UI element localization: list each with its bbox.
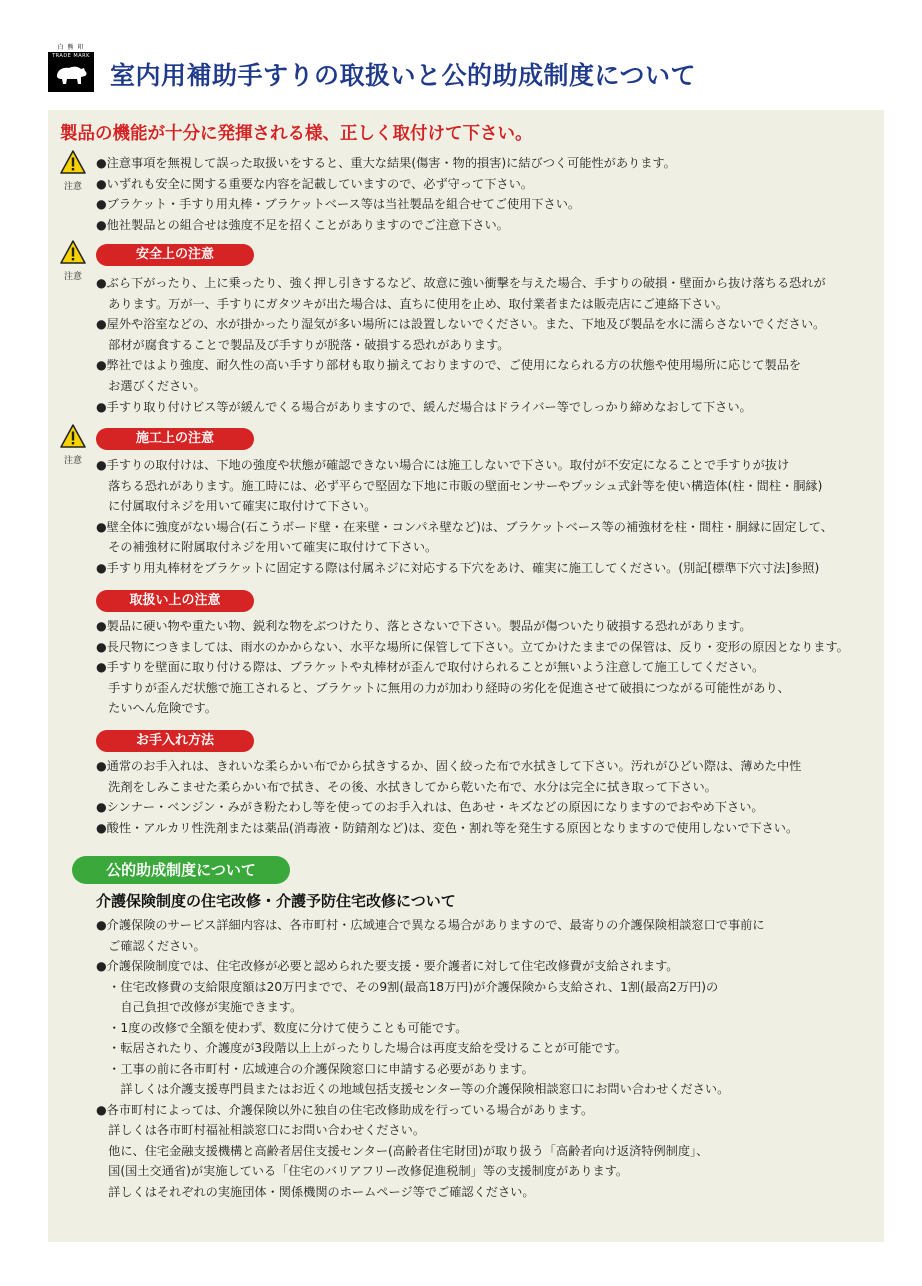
warning-triangle-icon	[60, 424, 86, 448]
caution-sign-construction	[58, 424, 88, 466]
section-heading-care: お手入れ方法	[96, 730, 254, 752]
subsidy-line: 他に、住宅金融支援機構と高齢者居住支援センター(高齢者住宅財団)が取り扱う「高齢者向け返済特例制度」、	[96, 1143, 709, 1158]
subsidy-line: 国(国土交通省)が実施している「住宅のバリアフリー改修促進税制」等の支援制度があります。	[96, 1164, 629, 1178]
polar-bear-icon	[54, 62, 88, 88]
intro-list	[96, 153, 676, 235]
subsidy-line: 詳しくは各市町村福祉相談窓口にお問い合わせください。	[96, 1123, 426, 1137]
page-title: 室内用補助手すりの取扱いと公的助成制度について	[110, 61, 697, 90]
safety-line: ●手すり取り付けビス等が緩んでくる場合がありますので、緩んだ場合はドライバー等でしっかり締めなおして下さい。	[96, 399, 752, 414]
intro-line: ●いずれも安全に関する重要な内容を記載していますので、必ず守って下さい。	[96, 176, 533, 191]
caution-sign-intro	[58, 150, 88, 192]
safety-line: ●弊社ではより強度、耐久性の高い手すり部材も取り揃えておりますので、ご使用になられる方の状態や使用場所に応じて製品を	[96, 358, 802, 373]
construction-line: ●壁全体に強度がない場合(石こうボード壁・在来壁・コンパネ壁など)は、ブラケットベース等の補強材を柱・間柱・胴縁に固定して、	[96, 519, 833, 534]
construction-list	[96, 455, 833, 579]
caution-label: 注意	[63, 182, 82, 192]
handling-line: ●手すりを壁面に取り付ける際は、ブラケットや丸棒材が歪んで取付けられることが無いよう注意して施工してください。	[96, 660, 765, 675]
subsidy-line: ・1度の改修で全額を使わず、数度に分けて使うことも可能です。	[96, 1020, 468, 1035]
safety-line: あります。万が一、手すりにガタツキが出た場合は、直ちに使用を止め、取付業者または販売店にご連絡下さい。	[96, 296, 728, 311]
warning-triangle-icon	[60, 240, 86, 264]
safety-list	[96, 273, 826, 417]
page-subtitle: 製品の機能が十分に発揮される様、正しく取付けて下さい。	[60, 124, 533, 144]
subsidy-line: 詳しくはそれぞれの実施団体・関係機関のホームページ等でご確認ください。	[96, 1184, 535, 1199]
caution-label: 注意	[63, 272, 82, 282]
safety-line: お選びください。	[96, 378, 206, 393]
care-list	[96, 756, 801, 838]
safety-line: ●ぶら下がったり、上に乗ったり、強く押し引きするなど、故意に強い衝撃を与えた場合、手すりの破損・壁面から抜け落ちる恐れが	[96, 276, 826, 290]
handling-list	[96, 616, 849, 719]
brand-logo	[48, 44, 94, 92]
care-line: 洗剤をしみこませた柔らかい布で拭き、その後、水拭きしてから乾いた布で、水分は完全に拭き取って下さい。	[96, 779, 717, 794]
subsidy-line: ・工事の前に各市町村・広域連合の介護保険窓口に申請する必要があります。	[96, 1061, 534, 1076]
care-line: ●通常のお手入れは、きれいな柔らかい布でから拭きするか、固く絞った布で水拭きして下さい。汚れがひどい際は、薄めた中性	[96, 759, 802, 773]
intro-line: ●注意事項を無視して誤った取扱いをすると、重大な結果(傷害・物的損害)に結びつく可能性があります。	[96, 156, 676, 170]
handling-line: ●長尺物につきましては、雨水のかからない、水平な場所に保管して下さい。立てかけたままでの保管は、反り・変形の原因となります。	[96, 639, 849, 654]
safety-line: ●屋外や浴室などの、水が掛かったり湿気が多い場所には設置しないでください。また、下地及び製品を水に濡らさないでください。	[96, 317, 826, 332]
section-heading-subsidy: 公的助成制度について	[72, 856, 290, 884]
logo-top-text: 白 熊 印	[57, 44, 85, 51]
subsidy-line: ●各市町村によっては、介護保険以外に独自の住宅改修助成を行っている場合があります。	[96, 1102, 594, 1117]
subsidy-line: ●介護保険のサービス詳細内容は、各市町村・広域連合で異なる場合がありますので、最寄りの介護保険相談窓口で事前に	[96, 918, 765, 932]
construction-line: に付属取付ネジを用いて確実に取付けて下さい。	[96, 499, 377, 514]
intro-line: ●他社製品との組合せは強度不足を招くことがありますのでご注意下さい。	[96, 217, 509, 232]
subsidy-subheading: 介護保険制度の住宅改修・介護予防住宅改修について	[96, 892, 456, 910]
subsidy-line: 自己負担で改修が実施できます。	[96, 1000, 303, 1014]
caution-label: 注意	[63, 456, 82, 466]
construction-line: ●手すりの取付けは、下地の強度や状態が確認できない場合には施工しないで下さい。取付が不安定になることで手すりが抜け	[96, 458, 790, 472]
caution-sign-safety	[58, 240, 88, 282]
warning-triangle-icon	[60, 150, 86, 174]
subsidy-line: 詳しくは介護支援専門員またはお近くの地域包括支援センター等の介護保険相談窓口にお問い合わせください。	[96, 1082, 730, 1096]
subsidy-line: ご確認ください。	[96, 938, 206, 953]
section-heading-construction: 施工上の注意	[96, 428, 254, 450]
subsidy-line: ・住宅改修費の支給限度額は20万円までで、その9割(最高18万円)が介護保険から支給され、1割(最高2万円)の	[96, 979, 719, 994]
construction-line: その補強材に附属取付ネジを用いて確実に取付けて下さい。	[96, 540, 438, 555]
section-heading-safety: 安全上の注意	[96, 244, 254, 266]
logo-box	[48, 52, 94, 92]
subsidy-line: ●介護保険制度では、住宅改修が必要と認められた要支援・要介護者に対して住宅改修費が支給されます。	[96, 959, 679, 973]
safety-line: 部材が腐食することで製品及び手すりが脱落・破損する恐れがあります。	[96, 337, 510, 352]
handling-line: 手すりが歪んだ状態で施工されると、ブラケットに無用の力が加わり経時の劣化を促進させて破損につながる可能性があり、	[96, 680, 790, 695]
construction-line: ●手すり用丸棒材をブラケットに固定する際は付属ネジに対応する下穴をあけ、確実に施工してください。(別記[標準下穴寸法]参照)	[96, 560, 820, 575]
construction-line: 落ちる恐れがあります。施工時には、必ず平らで堅固な下地に市販の壁面センサーやプッシュ式針等を使い構造体(柱・間柱・胴縁)	[96, 478, 823, 493]
subsidy-line: ・転居されたり、介護度が3段階以上上がったりした場合は再度支給を受けることが可能です。	[96, 1041, 627, 1055]
care-line: ●酸性・アルカリ性洗剤または薬品(消毒液・防錆剤など)は、変色・割れ等を発生する原因となりますので使用しないで下さい。	[96, 820, 799, 835]
handling-line: たいへん危険です。	[96, 701, 217, 716]
intro-line: ●ブラケット・手すり用丸棒・ブラケットベース等は当社製品を組合せてご使用下さい。	[96, 197, 581, 212]
care-line: ●シンナー・ベンジン・みがき粉たわし等を使ってのお手入れは、色あせ・キズなどの原因になりますのでおやめ下さい。	[96, 800, 764, 815]
section-heading-handling: 取扱い上の注意	[96, 590, 254, 612]
logo-trademark-text: TRADE MARK	[52, 53, 90, 59]
handling-line: ●製品に硬い物や重たい物、鋭利な物をぶつけたり、落とさないで下さい。製品が傷ついたり破損する恐れがあります。	[96, 619, 752, 633]
subsidy-list	[96, 915, 765, 1202]
